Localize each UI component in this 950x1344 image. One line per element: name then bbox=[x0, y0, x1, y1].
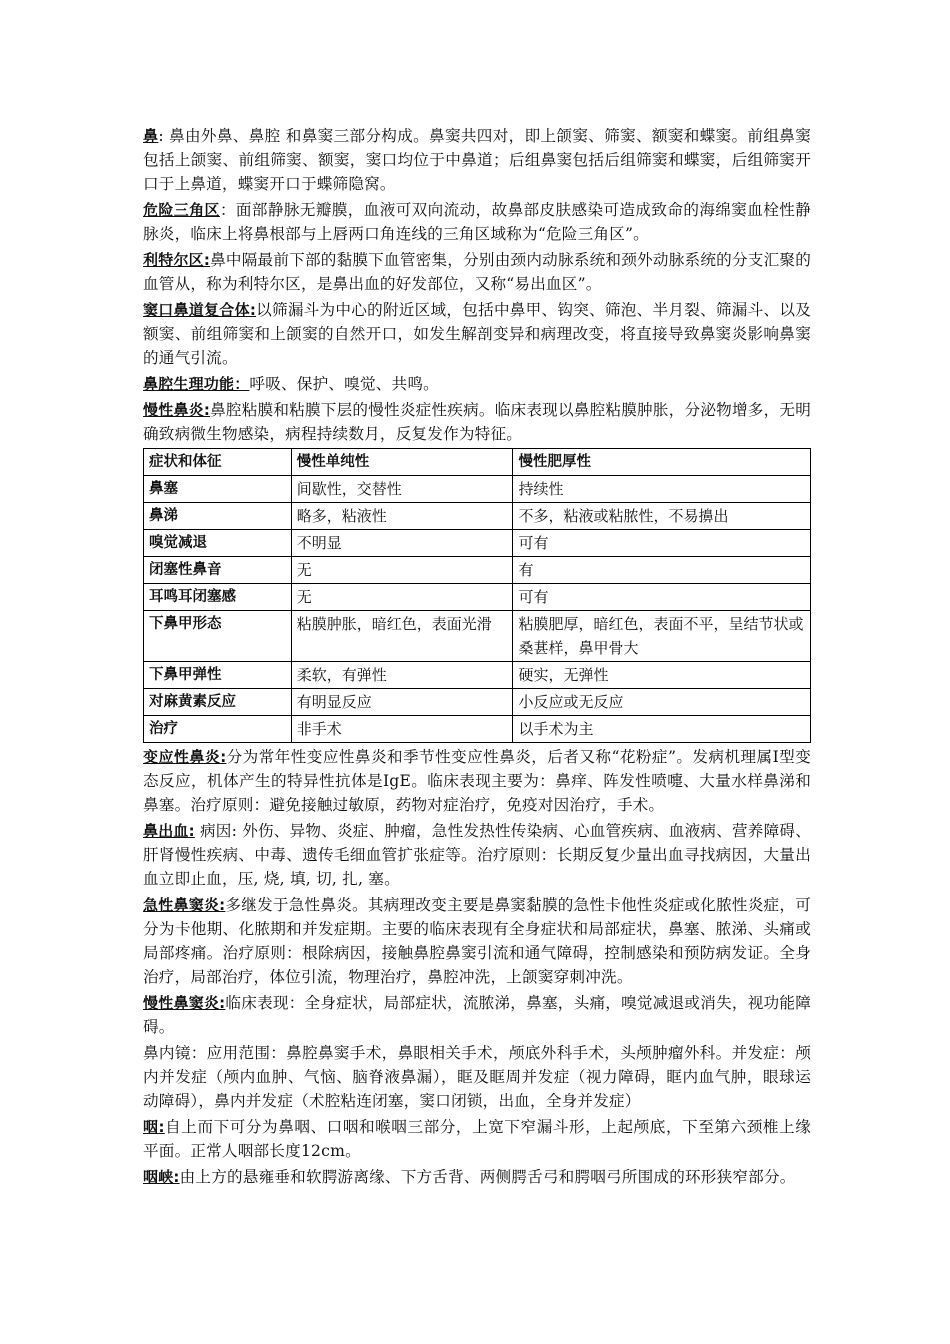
para-nasal-functions bbox=[143, 372, 811, 396]
table-cell: 有 bbox=[513, 557, 811, 584]
para-pharynx bbox=[143, 1115, 811, 1163]
para-text: 鼻腔粘膜和粘膜下层的慢性炎症性疾病。临床表现以鼻腔粘膜肿胀，分泌物增多，无明确致病微生物感染，病程持续数月，反复发作为特征。 bbox=[143, 401, 811, 443]
table-header: 慢性肥厚性 bbox=[513, 449, 811, 476]
table-cell: 鼻涕 bbox=[144, 503, 292, 530]
table-header: 症状和体征 bbox=[144, 449, 292, 476]
term-danger-triangle: 危险三角区 bbox=[143, 201, 220, 219]
table-header-row bbox=[144, 449, 811, 476]
term-chronic-rhinitis: 慢性鼻炎: bbox=[143, 401, 211, 419]
term-pharynx: 咽: bbox=[143, 1118, 165, 1136]
table-row bbox=[144, 557, 811, 584]
table-cell: 耳鸣耳闭塞感 bbox=[144, 584, 292, 611]
table-cell: 闭塞性鼻音 bbox=[144, 557, 292, 584]
term-nose: 鼻 bbox=[143, 127, 159, 145]
term-isthmus-faucium: 咽峡: bbox=[143, 1168, 180, 1186]
term-allergic-rhinitis: 变应性鼻炎: bbox=[143, 748, 227, 766]
table-cell: 柔软，有弹性 bbox=[291, 662, 513, 689]
para-acute-sinusitis bbox=[143, 893, 811, 989]
term-littles-area: 利特尔区: bbox=[143, 251, 211, 269]
para-isthmus-faucium bbox=[143, 1165, 811, 1189]
table-cell: 对麻黄素反应 bbox=[144, 689, 292, 716]
table-row bbox=[144, 716, 811, 743]
term-epistaxis: 鼻出血: bbox=[143, 822, 195, 840]
para-littles-area bbox=[143, 248, 811, 296]
table-cell: 无 bbox=[291, 584, 513, 611]
para-text: 由上方的悬雍垂和软腭游离缘、下方舌背、两侧腭舌弓和腭咽弓所围成的环形狭窄部分。 bbox=[179, 1168, 796, 1186]
table-cell: 不明显 bbox=[291, 530, 513, 557]
table-header: 慢性单纯性 bbox=[291, 449, 513, 476]
para-text: 鼻内镜：应用范围：鼻腔鼻窦手术，鼻眼相关手术，颅底外科手术，头颅肿瘤外科。并发症：颅内并发症（颅内血肿、气恼、脑脊液鼻漏），眶及眶周并发症（视力障碍，眶内血气肿，眼球运动障碍），鼻内并发症（术腔粘连闭塞，窦口闭锁，出血，全身并发症） bbox=[143, 1044, 811, 1110]
para-text: 呼吸、保护、嗅觉、共鸣。 bbox=[249, 375, 439, 393]
table-row bbox=[144, 662, 811, 689]
table-cell: 间歇性，交替性 bbox=[291, 476, 513, 503]
table-cell: 持续性 bbox=[513, 476, 811, 503]
para-chronic-rhinitis bbox=[143, 398, 811, 446]
para-chronic-sinusitis bbox=[143, 991, 811, 1039]
table-cell: 不多，粘液或粘脓性，不易擤出 bbox=[513, 503, 811, 530]
document-page bbox=[143, 124, 811, 1191]
table-cell: 硬实，无弹性 bbox=[513, 662, 811, 689]
table-row bbox=[144, 611, 811, 662]
para-nasal-endoscopy bbox=[143, 1041, 811, 1113]
table-cell: 小反应或无反应 bbox=[513, 689, 811, 716]
para-allergic-rhinitis bbox=[143, 745, 811, 817]
para-text: 自上而下可分为鼻咽、口咽和喉咽三部分，上宽下窄漏斗形，上起颅底，下至第六颈椎上缘平面。正常人咽部长度12cm。 bbox=[143, 1118, 811, 1160]
para-ostiomeatal-complex bbox=[143, 298, 811, 370]
para-text: 多继发于急性鼻炎。其病理改变主要是鼻窦黏膜的急性卡他性炎症或化脓性炎症，可分为卡他期、化脓期和并发症期。主要的临床表现有全身症状和局部症状，鼻塞、脓涕、头痛或局部疼痛。治疗原则：根除病因，接触鼻腔鼻窦引流和通气障碍，控制感染和预防病发证。全身治疗，局部治疗，体位引流，物理治疗，鼻腔冲洗，上颌窦穿刺冲洗。 bbox=[143, 896, 811, 986]
table-row bbox=[144, 584, 811, 611]
table-row bbox=[144, 476, 811, 503]
para-text: 以筛漏斗为中心的附近区域，包括中鼻甲、钩突、筛泡、半月裂、筛漏斗、以及额窦、前组筛窦和上颌窦的自然开口，如发生解剖变异和病理改变，将直接导致鼻窦炎影响鼻窦的通气引流。 bbox=[143, 301, 811, 367]
table-cell: 以手术为主 bbox=[513, 716, 811, 743]
table-cell: 治疗 bbox=[144, 716, 292, 743]
para-text: 鼻中隔最前下部的黏膜下血管密集，分别由颈内动脉系统和颈外动脉系统的分支汇聚的血管从，称为利特尔区，是鼻出血的好发部位，又称“易出血区”。 bbox=[143, 251, 811, 293]
para-text: : 鼻由外鼻、鼻腔 和鼻窦三部分构成。鼻窦共四对，即上颌窦、筛窦、额窦和蝶窦。前组鼻窦包括上颌窦、前组筛窦、额窦，窦口均位于中鼻道；后组鼻窦包括后组筛窦和蝶窦，后组筛窦开口于上鼻道，蝶窦开口于蝶筛隐窝。 bbox=[143, 127, 811, 193]
table-cell: 略多，粘液性 bbox=[291, 503, 513, 530]
table-cell: 粘膜肥厚，暗红色，表面不平，呈结节状或桑葚样，鼻甲骨大 bbox=[513, 611, 811, 662]
term-nasal-functions: 鼻腔生理功能： bbox=[143, 375, 250, 393]
table-cell: 无 bbox=[291, 557, 513, 584]
table-row bbox=[144, 689, 811, 716]
term-ostiomeatal-complex: 窦口鼻道复合体: bbox=[143, 301, 257, 319]
table-cell: 非手术 bbox=[291, 716, 513, 743]
rhinitis-comparison-table bbox=[143, 448, 811, 743]
table-cell: 可有 bbox=[513, 530, 811, 557]
table-cell: 有明显反应 bbox=[291, 689, 513, 716]
para-text: ：面部静脉无瓣膜，血液可双向流动，故鼻部皮肤感染可造成致命的海绵窦血栓性静脉炎，临床上将鼻根部与上唇两口角连线的三角区域称为“危险三角区”。 bbox=[143, 201, 811, 243]
para-epistaxis bbox=[143, 819, 811, 891]
table-cell: 鼻塞 bbox=[144, 476, 292, 503]
term-acute-sinusitis: 急性鼻窦炎: bbox=[143, 896, 226, 914]
table-cell: 下鼻甲弹性 bbox=[144, 662, 292, 689]
para-text: 病因: 外伤、异物、炎症、肿瘤，急性发热性传染病、心血管疾病、血液病、营养障碍、肝肾慢性疾病、中毒、遗传毛细血管扩张症等。治疗原则：长期反复少量出血寻找病因，大量出血立即止血，压, 烧, 填, 切, 扎, 塞。 bbox=[143, 822, 811, 888]
table-cell: 粘膜肿胀，暗红色，表面光滑 bbox=[291, 611, 513, 662]
table-cell: 嗅觉减退 bbox=[144, 530, 292, 557]
para-nose bbox=[143, 124, 811, 196]
para-text: 临床表现：全身症状，局部症状，流脓涕，鼻塞，头痛，嗅觉减退或消失，视功能障碍。 bbox=[143, 994, 811, 1036]
table-row bbox=[144, 530, 811, 557]
table-cell: 下鼻甲形态 bbox=[144, 611, 292, 662]
term-chronic-sinusitis: 慢性鼻窦炎: bbox=[143, 994, 226, 1012]
para-text: 分为常年性变应性鼻炎和季节性变应性鼻炎，后者又称“花粉症”。发病机理属Ⅰ型变态反应，机体产生的特异性抗体是IgE。临床表现主要为：鼻痒、阵发性喷嚏、大量水样鼻涕和鼻塞。治疗原则：避免接触过敏原，药物对症治疗，免疫对因治疗，手术。 bbox=[143, 748, 811, 814]
table-row bbox=[144, 503, 811, 530]
table-cell: 可有 bbox=[513, 584, 811, 611]
para-danger-triangle bbox=[143, 198, 811, 246]
